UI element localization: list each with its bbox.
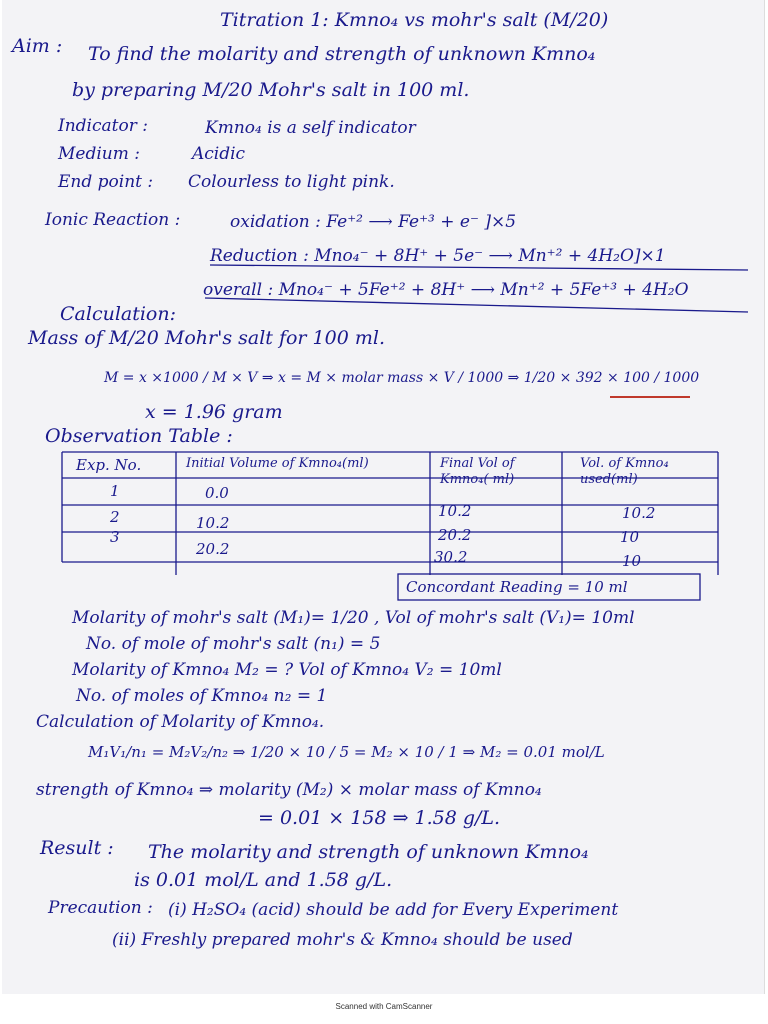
aim-label: Aim : [12,35,63,57]
mass-line: Mass of M/20 Mohr's salt for 100 ml. [28,327,385,349]
indicator-label: Indicator : [58,116,148,136]
precaution-line-2: (ii) Freshly prepared mohr's & Kmno₄ should be used [112,930,573,950]
result-label: Result : [40,837,114,859]
strength-line-2: = 0.01 × 158 ⇒ 1.58 g/L. [258,807,501,829]
result-line-2: is 0.01 mol/L and 1.58 g/L. [134,869,393,891]
molarity-line-1: Molarity of mohr's salt (M₁)= 1/20 , Vol of mohr's salt (V₁)= 10ml [72,608,635,628]
table-row-3-final: 30.2 [434,548,468,566]
table-row-3-initial: 20.2 [196,540,230,558]
overall-equation: overall : Mno₄⁻ + 5Fe⁺² + 8H⁺ ⟶ Mn⁺² + 5Fe⁺³ + 4H₂O [203,280,689,300]
mass-formula: M = x ×1000 / M × V ⇒ x = M × molar mass × V / 1000 ⇒ 1/20 × 392 × 100 / 1000 [104,370,700,386]
precaution-line-1: (i) H₂SO₄ (acid) should be add for Every Experiment [168,900,619,920]
end-point-value: Colourless to light pink. [188,172,395,192]
molarity-line-2: No. of mole of mohr's salt (n₁) = 5 [86,634,381,654]
table-row-2-initial: 10.2 [196,514,230,532]
ionic-label: Ionic Reaction : [45,210,181,230]
calculation-label: Calculation: [60,303,177,325]
table-row-3-exp: 3 [110,528,120,546]
medium-label: Medium : [58,144,140,164]
table-row-3-used: 10 [622,552,642,570]
table-row-2-exp: 2 [110,508,120,526]
table-row-2-used: 10 [620,528,640,546]
oxidation-equation: oxidation : Fe⁺² ⟶ Fe⁺³ + e⁻ ]×5 [230,212,517,232]
molarity-line-4: No. of moles of Kmno₄ n₂ = 1 [76,686,328,706]
table-row-1-initial: 0.0 [205,484,229,502]
calc-molarity-formula: M₁V₁/n₁ = M₂V₂/n₂ ⇒ 1/20 × 10 / 5 = M₂ × 10 / 1 ⇒ M₂ = 0.01 mol/L [88,743,605,761]
observation-label: Observation Table : [45,425,233,447]
table-header-final-volume: Final Vol of Kmno₄( ml) [440,456,515,487]
result-line-1: The molarity and strength of unknown Kmno₄ [148,841,589,863]
molarity-line-3: Molarity of Kmno₄ M₂ = ? Vol of Kmno₄ V₂ = 10ml [72,660,502,680]
table-row-1-exp: 1 [110,482,120,500]
table-row-1-used: 10.2 [622,504,656,522]
table-header-initial-volume: Initial Volume of Kmno₄(ml) [186,456,369,471]
calc-molarity-label: Calculation of Molarity of Kmno₄. [36,712,325,732]
table-row-1-final: 10.2 [438,502,472,520]
table-row-2-final: 20.2 [438,526,472,544]
reduction-equation: Reduction : Mno₄⁻ + 8H⁺ + 5e⁻ ⟶ Mn⁺² + 4H₂O]×1 [210,246,666,266]
end-point-label: End point : [58,172,154,192]
mass-result: x = 1.96 gram [145,401,283,423]
concordant-reading: Concordant Reading = 10 ml [406,578,628,596]
aim-line-1: To find the molarity and strength of unknown Kmno₄ [88,43,596,65]
precaution-label: Precaution : [48,898,153,918]
medium-value: Acidic [192,144,246,164]
table-header-volume-used: Vol. of Kmno₄ used(ml) [580,456,669,487]
page-title: Titration 1: Kmno₄ vs mohr's salt (M/20) [220,9,609,31]
indicator-value: Kmno₄ is a self indicator [205,118,416,138]
scanner-footer: Scanned with CamScanner [335,1002,433,1011]
strength-line-1: strength of Kmno₄ ⇒ molarity (M₂) × molar mass of Kmno₄ [36,780,542,800]
table-header-exp-no: Exp. No. [76,456,142,474]
aim-line-2: by preparing M/20 Mohr's salt in 100 ml. [72,79,470,101]
